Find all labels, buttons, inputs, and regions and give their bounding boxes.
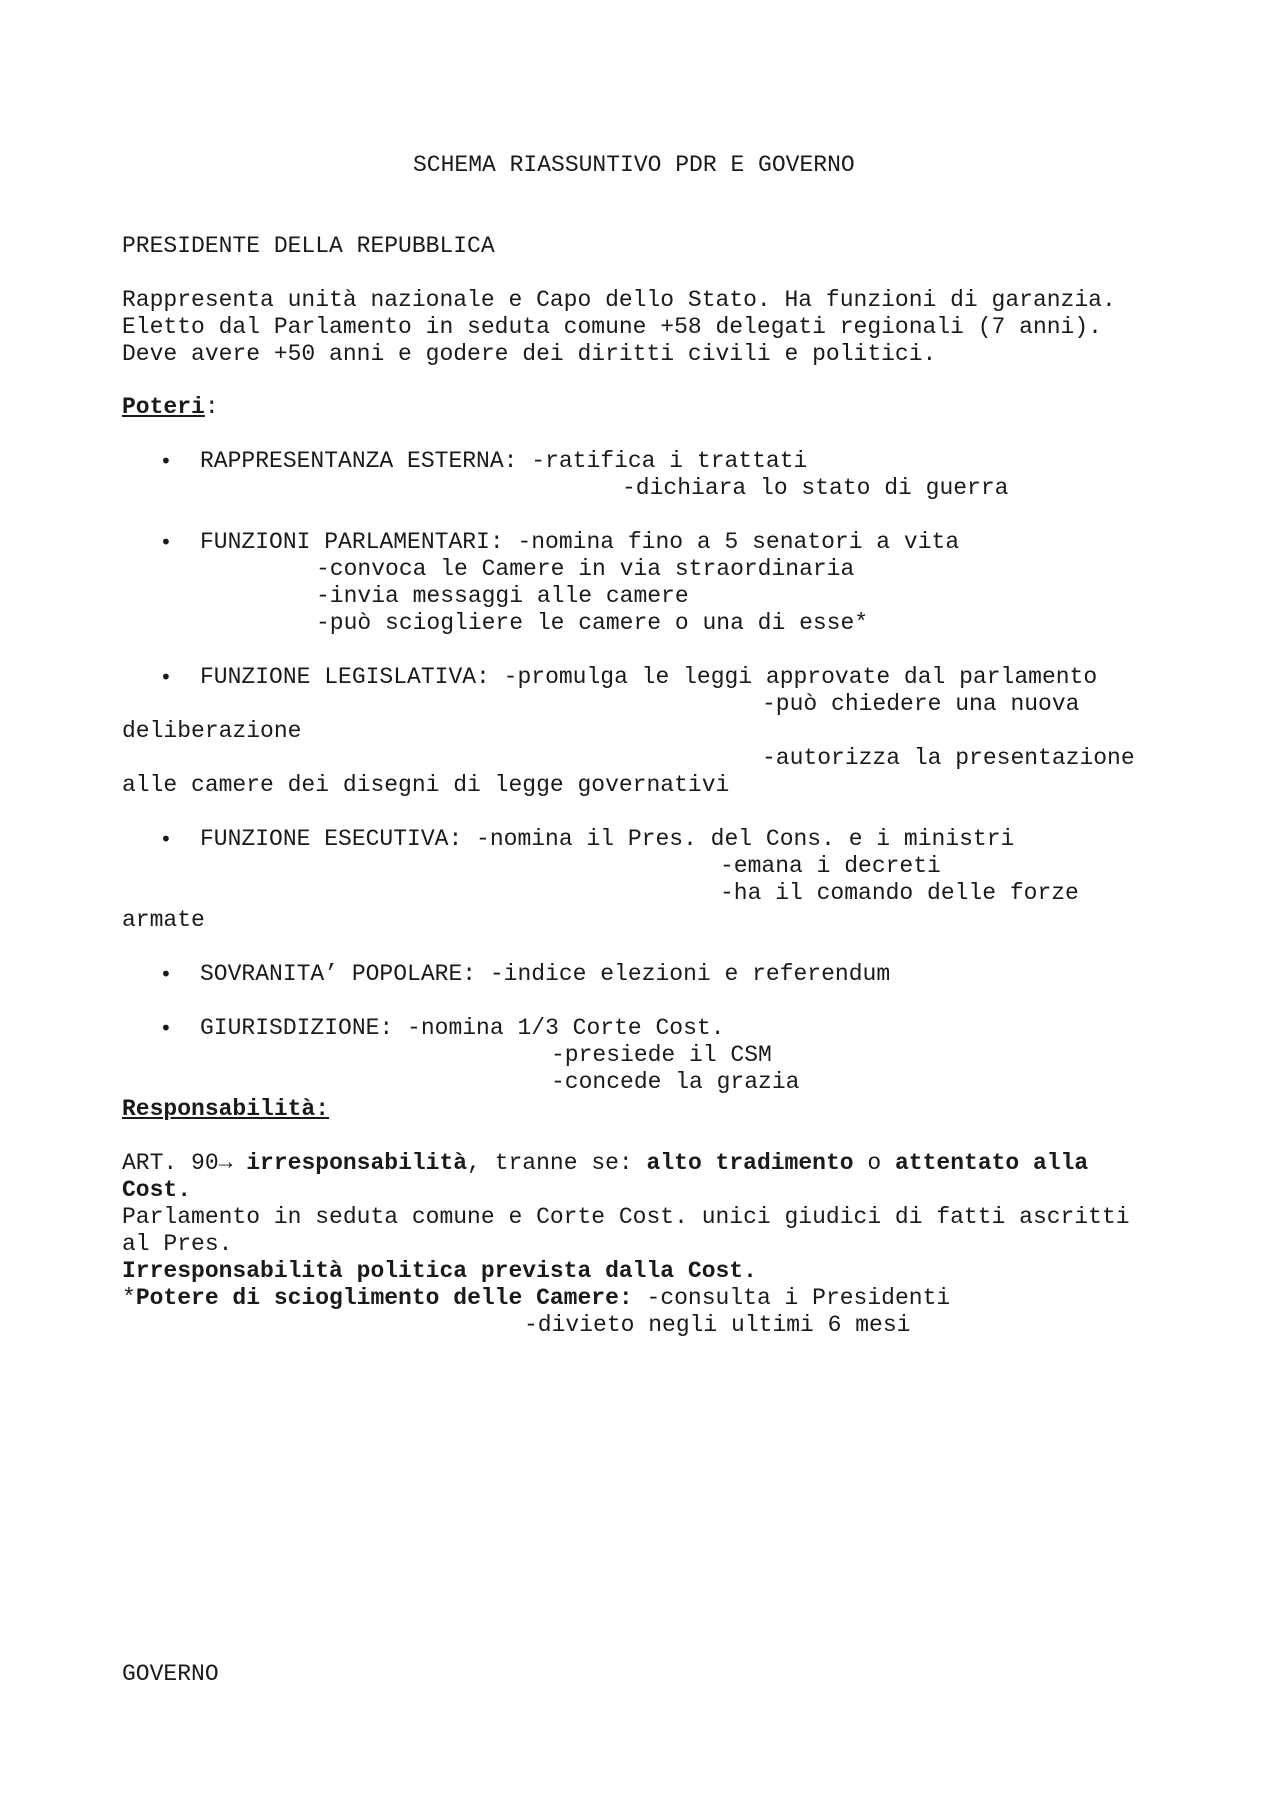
scioglimento-label: Potere di scioglimento delle Camere <box>135 1285 619 1311</box>
intro-line: Eletto dal Parlamento in seduta comune +58 delegati regionali (7 anni). <box>122 314 1102 340</box>
power-item: -nomina il Pres. del Cons. e i ministri <box>476 826 1015 852</box>
section-heading-pdr: PRESIDENTE DELLA REPUBBLICA <box>122 233 495 259</box>
attentato-text: attentato alla <box>895 1150 1089 1176</box>
scioglimento-line <box>122 1285 950 1312</box>
bullet-icon: • <box>160 665 172 689</box>
bullet-icon: • <box>160 827 172 851</box>
scioglimento-colon: : <box>618 1285 633 1311</box>
power-item: -può chiedere una nuova <box>762 691 1080 717</box>
bullet-icon: • <box>160 962 172 986</box>
power-item: -emana i decreti <box>720 853 941 879</box>
list-item <box>200 529 959 556</box>
irresponsabilita-text: irresponsabilità <box>246 1150 468 1176</box>
parlamento-line: Parlamento in seduta comune e Corte Cost. unici giudici di fatti ascritti <box>122 1204 1130 1230</box>
alto-tradimento-text: alto tradimento <box>646 1150 854 1176</box>
o-text: o <box>853 1150 895 1176</box>
poteri-colon: : <box>204 394 219 420</box>
section-heading-governo: GOVERNO <box>122 1661 219 1687</box>
scioglimento-item: -divieto negli ultimi 6 mesi <box>524 1312 911 1338</box>
power-item: -promulga le leggi approvate dal parlamento <box>503 664 1098 690</box>
power-label: FUNZIONE LEGISLATIVA: <box>200 664 504 690</box>
scioglimento-item: -consulta i Presidenti <box>632 1285 951 1311</box>
intro-line: Rappresenta unità nazionale e Capo dello Stato. Ha funzioni di garanzia. <box>122 287 1116 313</box>
bullet-icon: • <box>160 1016 172 1040</box>
star-mark: * <box>122 1285 136 1311</box>
irresponsabilita-politica: Irresponsabilità politica prevista dalla Cost. <box>122 1258 757 1284</box>
power-label: SOVRANITA’ POPOLARE: <box>200 961 490 987</box>
list-item <box>200 448 807 475</box>
responsabilita-heading: Responsabilità: <box>122 1096 330 1122</box>
power-item: armate <box>122 907 205 933</box>
parlamento-line: al Pres. <box>122 1231 233 1257</box>
power-label: FUNZIONE ESECUTIVA: <box>200 826 477 852</box>
power-item: -concede la grazia <box>551 1069 800 1095</box>
list-item <box>200 1015 725 1042</box>
art-label: ART. 90 <box>122 1150 219 1176</box>
power-item: -ha il comando delle forze <box>720 880 1079 906</box>
arrow-icon: → <box>218 1150 233 1176</box>
power-item: -invia messaggi alle camere <box>316 583 689 609</box>
power-item: -dichiara lo stato di guerra <box>622 475 1009 501</box>
poteri-heading <box>122 394 219 421</box>
power-label: FUNZIONI PARLAMENTARI: <box>200 529 518 555</box>
power-item: -indice elezioni e referendum <box>489 961 891 987</box>
power-item: -nomina 1/3 Corte Cost. <box>407 1015 725 1041</box>
list-item <box>200 826 1014 853</box>
power-item: -autorizza la presentazione <box>762 745 1135 771</box>
document-title: SCHEMA RIASSUNTIVO PDR E GOVERNO <box>413 152 855 178</box>
power-item: -può sciogliere le camere o una di esse* <box>316 610 869 636</box>
bullet-icon: • <box>160 449 172 473</box>
power-item: -presiede il CSM <box>551 1042 772 1068</box>
power-item: -convoca le Camere in via straordinaria <box>316 556 855 582</box>
tranne-text: , tranne se: <box>467 1150 647 1176</box>
power-item: deliberazione <box>122 718 302 744</box>
bullet-icon: • <box>160 530 172 554</box>
power-item: -ratifica i trattati <box>531 448 808 474</box>
intro-line: Deve avere +50 anni e godere dei diritti civili e politici. <box>122 341 937 367</box>
list-item <box>200 961 890 988</box>
power-item: alle camere dei disegni di legge governativi <box>122 772 730 798</box>
poteri-label: Poteri <box>122 394 205 420</box>
cost-text: Cost. <box>122 1177 192 1203</box>
art90-line <box>122 1150 1088 1177</box>
power-item: -nomina fino a 5 senatori a vita <box>517 529 960 555</box>
list-item <box>200 664 1097 691</box>
power-label: RAPPRESENTANZA ESTERNA: <box>200 448 532 474</box>
power-label: GIURISDIZIONE: <box>200 1015 408 1041</box>
